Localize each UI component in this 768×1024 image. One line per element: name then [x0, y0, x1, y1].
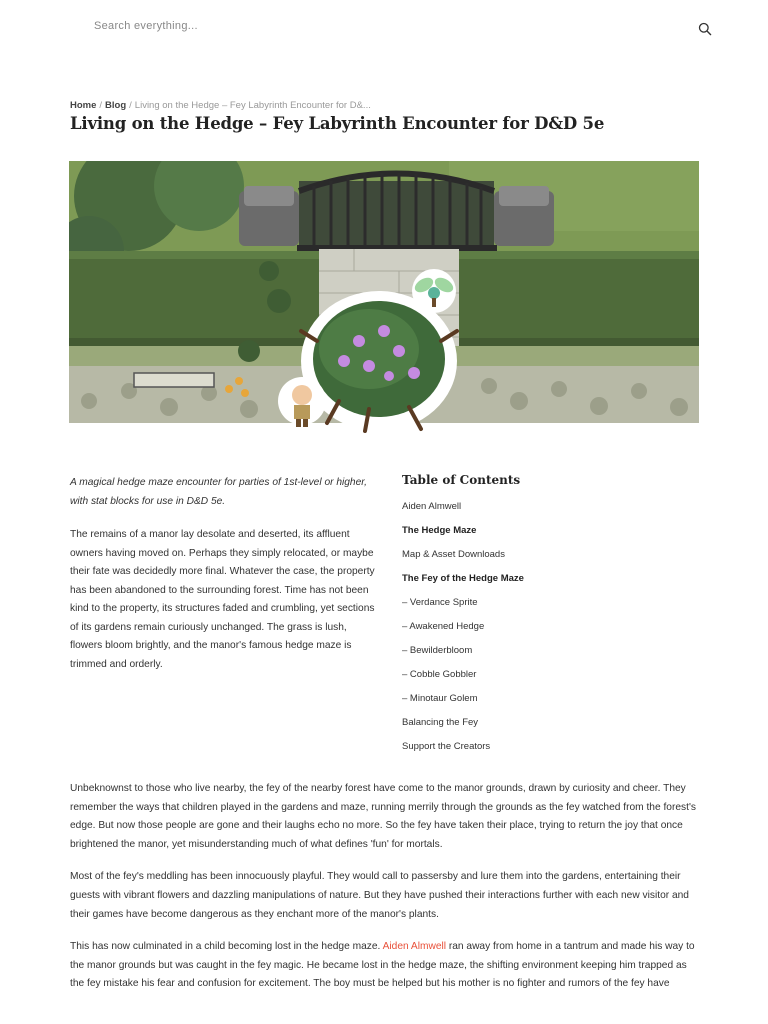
aiden-almwell-link[interactable]: Aiden Almwell: [382, 941, 447, 953]
toc-title: Table of Contents: [402, 473, 521, 487]
toc-item-fey-of-hedge-maze[interactable]: The Fey of the Hedge Maze: [402, 573, 524, 584]
body-paragraph: [70, 938, 700, 994]
table-of-contents: [402, 473, 702, 759]
awakened-hedge: [301, 291, 457, 431]
body-paragraph: Most of the fey's meddling has been innocuously playful. They would call to passersby and lure them into the gardens, entertaining their guests with vibrant flowers and dazzling manipulations of nature. But they have pushed their interactions further with each new visitor and their games have become dangerous as they enchant more of the manor's plants.: [70, 871, 689, 920]
intro-tagline: A magical hedge maze encounter for parties of 1st-level or higher, with stat blocks for use in D&D 5e.: [70, 477, 367, 507]
breadcrumb: [70, 100, 371, 111]
search-bar: [70, 12, 720, 46]
toc-item-minotaur-golem[interactable]: – Minotaur Golem: [402, 693, 478, 704]
intro-column: [70, 474, 380, 689]
body-paragraph: Unbeknownst to those who live nearby, the fey of the nearby forest have come to the manor grounds, drawn by curiosity and cheer. They remember the ways that children played in the gardens and maze, running merrily through the grounds as the fey watched from the forest's edge. But now those people are gone and their laughs echo no more. So the fey have taken their place, trying to return the joy that once brightened the manor, yet misunderstanding much of what defines 'fun' for mortals.: [70, 783, 696, 850]
toc-item-map-downloads[interactable]: Map & Asset Downloads: [402, 549, 505, 560]
toc-item-verdance-sprite[interactable]: – Verdance Sprite: [402, 597, 478, 608]
breadcrumb-separator: /: [129, 100, 132, 111]
article-body: [70, 780, 700, 1008]
toc-item-bewilderbloom[interactable]: – Bewilderbloom: [402, 645, 473, 656]
body-text-span: ran away from home in a tantrum and made his way to the manor grounds but was caught in the fey magic. He became lost in the hedge maze, the shifting environment keeping him trapped as the fey mistake his fear and confusion for excitement. The boy must be helped but his mother is no fighter and rumors of the fey have: [70, 941, 695, 990]
breadcrumb-separator: /: [99, 100, 103, 111]
toc-item-hedge-maze[interactable]: The Hedge Maze: [402, 525, 477, 536]
search-input[interactable]: [94, 20, 654, 32]
breadcrumb-home[interactable]: Home: [70, 100, 97, 111]
toc-item-aiden-almwell[interactable]: Aiden Almwell: [402, 501, 462, 512]
breadcrumb-blog[interactable]: Blog: [105, 100, 127, 111]
intro-paragraph: The remains of a manor lay desolate and deserted, its affluent owners having moved on. Perhaps they simply relocated, or maybe their fate was decidedly more final. Whatever the case, the property has been abandoned to the surrounding forest. Time has not been kind to the property, its structures faded and crumbling, yet sections of its gardens remain curiously unchanged. The grass is lush, flowers bloom brightly, and the manor's famous hedge maze is trimmed and orderly.: [70, 529, 375, 670]
toc-list: [402, 495, 702, 759]
toc-item-support-the-creators[interactable]: Support the Creators: [402, 741, 491, 752]
breadcrumb-current: Living on the Hedge – Fey Labyrinth Encounter for D&...: [134, 100, 371, 111]
toc-item-cobble-gobbler[interactable]: – Cobble Gobbler: [402, 669, 477, 680]
page-title: Living on the Hedge – Fey Labyrinth Encounter for D&D 5e: [70, 114, 605, 133]
toc-item-awakened-hedge[interactable]: – Awakened Hedge: [402, 621, 485, 632]
hero-illustration: [69, 161, 699, 423]
toc-item-balancing-the-fey[interactable]: Balancing the Fey: [402, 717, 479, 728]
body-text-span: This has now culminated in a child becoming lost in the hedge maze.: [70, 941, 383, 953]
search-icon[interactable]: [698, 22, 712, 36]
hedge-maze-illustration: [69, 161, 699, 433]
